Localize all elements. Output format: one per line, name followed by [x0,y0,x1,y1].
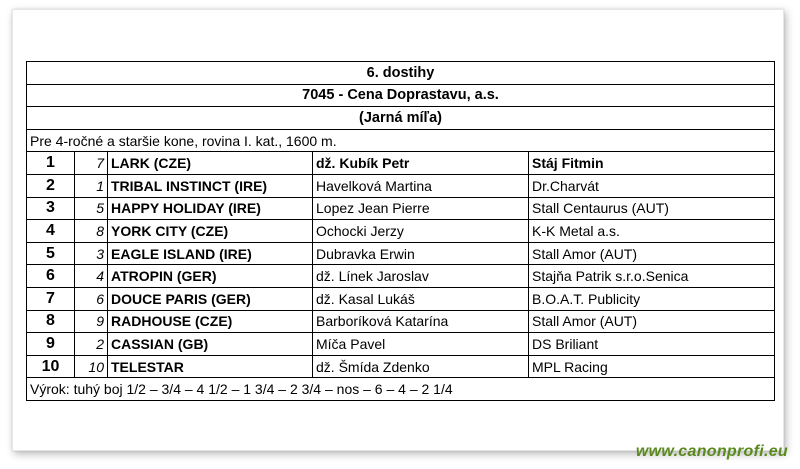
result-row [27,287,775,310]
horse-name: TRIBAL INSTINCT (IRE) [108,174,313,197]
start-number: 6 [75,287,108,310]
watermark-text: www.canonprofi.eu [635,443,788,460]
stable-name: Stall Amor (AUT) [529,242,775,265]
finish-position: 5 [27,242,75,265]
horse-name: DOUCE PARIS (GER) [108,287,313,310]
race-subtitle: (Jarná míľa) [27,107,775,130]
jockey-name: Ochocki Jerzy [313,220,529,243]
start-number: 7 [75,152,108,175]
horse-name: TELESTAR [108,355,313,378]
result-row [27,197,775,220]
stable-name: Stall Centaurus (AUT) [529,197,775,220]
horse-name: HAPPY HOLIDAY (IRE) [108,197,313,220]
jockey-name: Barboríková Katarína [313,310,529,333]
finish-position: 3 [27,197,75,220]
margins-row [27,378,775,401]
name-row [27,84,775,107]
horse-name: RADHOUSE (CZE) [108,310,313,333]
stable-name: MPL Racing [529,355,775,378]
race-name: 7045 - Cena Doprastavu, a.s. [27,84,775,107]
conditions-row [27,129,775,152]
start-number: 1 [75,174,108,197]
result-row [27,265,775,288]
finish-position: 1 [27,152,75,175]
jockey-name: Lopez Jean Pierre [313,197,529,220]
horse-name: EAGLE ISLAND (IRE) [108,242,313,265]
finish-position: 6 [27,265,75,288]
stable-name: DS Briliant [529,333,775,356]
jockey-name: dž. Kubík Petr [313,152,529,175]
stable-name: K-K Metal a.s. [529,220,775,243]
stable-name: Stajňa Patrik s.r.o.Senica [529,265,775,288]
result-row [27,220,775,243]
result-row [27,333,775,356]
start-number: 2 [75,333,108,356]
stable-name: Stall Amor (AUT) [529,310,775,333]
subtitle-row [27,107,775,130]
jockey-name: dž. Línek Jaroslav [313,265,529,288]
start-number: 5 [75,197,108,220]
result-row [27,355,775,378]
start-number: 10 [75,355,108,378]
start-number: 4 [75,265,108,288]
start-number: 8 [75,220,108,243]
result-row [27,152,775,175]
horse-name: LARK (CZE) [108,152,313,175]
stable-name: B.O.A.T. Publicity [529,287,775,310]
finish-position: 4 [27,220,75,243]
horse-name: CASSIAN (GB) [108,333,313,356]
finish-position: 8 [27,310,75,333]
jockey-name: Havelková Martina [313,174,529,197]
horse-name: ATROPIN (GER) [108,265,313,288]
result-row [27,242,775,265]
jockey-name: dž. Kasal Lukáš [313,287,529,310]
jockey-name: Míča Pavel [313,333,529,356]
finish-position: 2 [27,174,75,197]
horse-name: YORK CITY (CZE) [108,220,313,243]
finish-position: 9 [27,333,75,356]
result-row [27,174,775,197]
finish-margins: Výrok: tuhý boj 1/2 – 3/4 – 4 1/2 – 1 3/4 – 2 3/4 – nos – 6 – 4 – 2 1/4 [27,378,775,401]
start-number: 9 [75,310,108,333]
result-row [27,310,775,333]
jockey-name: dž. Šmída Zdenko [313,355,529,378]
finish-position: 10 [27,355,75,378]
stable-name: Dr.Charvát [529,174,775,197]
race-conditions: Pre 4-ročné a staršie kone, rovina I. kat., 1600 m. [27,129,775,152]
jockey-name: Dubravka Erwin [313,242,529,265]
stable-name: Stáj Fitmin [529,152,775,175]
finish-position: 7 [27,287,75,310]
race-results-table [26,61,775,401]
start-number: 3 [75,242,108,265]
title-row [27,62,775,85]
race-number: 6. dostihy [27,62,775,85]
